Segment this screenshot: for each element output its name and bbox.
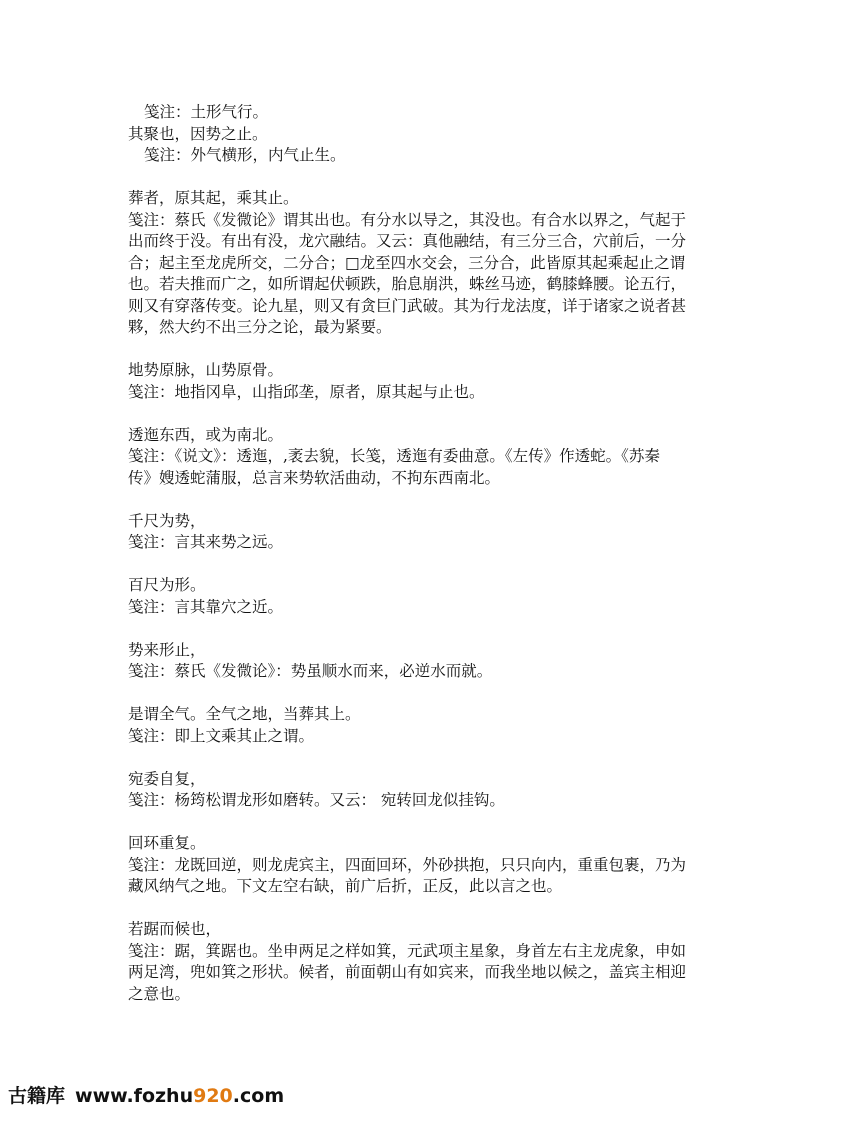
text-line: 若踞而候也， <box>128 920 222 938</box>
paragraph-gap <box>128 898 778 920</box>
text-line: 两足湾，兜如箕之形状。候者，前面朝山有如宾来，而我坐地以候之，盖宾主相迎 <box>128 963 687 981</box>
text-line: 笺注：蔡氏《发微论》：势虽顺水而来，必逆水而就。 <box>128 662 493 680</box>
text-line: 葬者，原其起，乘其止。 <box>128 189 299 207</box>
text-line: 之意也。 <box>128 984 191 1003</box>
paragraph-gap <box>128 554 778 576</box>
text-line: 其聚也，因势之止。 <box>128 124 268 143</box>
paragraph-gap <box>128 403 778 425</box>
text-line: 千尺为势， <box>128 511 206 530</box>
text-line: 回环重复。 <box>128 834 206 852</box>
footer-url-number: 920 <box>193 1085 233 1107</box>
text-line: 出而终于没。有出有没，龙穴融结。又云：真他融结，有三分三合，穴前后，一分 <box>128 232 687 250</box>
text-line: 笺注：外气横形，内气止生。 <box>144 146 346 164</box>
document-body <box>128 102 778 1005</box>
paragraph-gap <box>128 167 778 189</box>
paragraph-gap <box>128 747 778 769</box>
text-line: 笺注：杨筠松谓龙形如磨转。又云： 宛转回龙似挂钩。 <box>128 791 505 809</box>
paragraph-gap <box>128 339 778 361</box>
text-line: 透迤东西，或为南北。 <box>128 425 284 444</box>
paragraph-gap <box>128 489 778 511</box>
text-line: 藏风纳气之地。下文左空右缺，前广后折，正反，此以言之也。 <box>128 877 563 895</box>
text-line: 笺注：蔡氏《发微论》谓其出也。有分水以导之，其没也。有合水以界之，气起于 <box>128 210 687 229</box>
watermark-footer <box>8 1086 284 1108</box>
paragraph-gap <box>128 683 778 705</box>
text-line: 笺注：土形气行。 <box>144 103 269 121</box>
footer-url-suffix: .com <box>232 1085 285 1107</box>
text-line: 笺注：《说文》：透迤，,袤去貌，长笺，透迤有委曲意。《左传》作透蛇。《苏秦 <box>128 447 660 465</box>
text-line: 笺注：踞，箕踞也。坐申两足之样如箕，元武项主星象，身首左右主龙虎象，申如 <box>128 941 687 960</box>
paragraph-gap <box>128 618 778 640</box>
text-line: 是谓全气。全气之地，当葬其上。 <box>128 705 361 723</box>
text-line: 笺注：言其靠穴之近。 <box>128 597 284 616</box>
text-line: 宛委自复， <box>128 769 206 788</box>
footer-brand: 古籍库 <box>8 1085 66 1107</box>
text-line: 百尺为形。 <box>128 576 206 594</box>
text-line: 传》嫂透蛇蒲服，总言来势软活曲动，不拘东西南北。 <box>128 468 501 487</box>
text-line: 也。若夫推而广之，如所谓起伏顿跌，胎息崩洪，蛛丝马迹，鹤膝蜂腰。论五行， <box>128 275 687 293</box>
text-line: 势来形止， <box>128 640 206 659</box>
text-line: 地势原脉，山势原骨。 <box>128 361 284 379</box>
text-line: 笺注：言其来势之远。 <box>128 533 284 551</box>
text-line: 则又有穿落传变。论九星，则又有贪巨门武破。其为行龙法度，详于诸家之说者甚 <box>128 296 687 315</box>
text-line: 笺注：龙既回逆，则龙虎宾主，四面回环，外砂拱抱，只只向内，重重包裹，乃为 <box>128 855 687 874</box>
text-line: 夥，然大约不出三分之论，最为紧要。 <box>128 318 392 336</box>
footer-url-prefix: www.fozhu <box>75 1085 194 1107</box>
text-line: 笺注：地指冈阜，山指邱垄，原者，原其起与止也。 <box>128 382 485 401</box>
paragraph-gap <box>128 812 778 834</box>
text-line: 笺注：即上文乘其止之谓。 <box>128 726 315 745</box>
text-line: 合；起主至龙虎所交，二分合；□龙至四水交会，三分合，此皆原其起乘起止之谓 <box>128 253 686 272</box>
